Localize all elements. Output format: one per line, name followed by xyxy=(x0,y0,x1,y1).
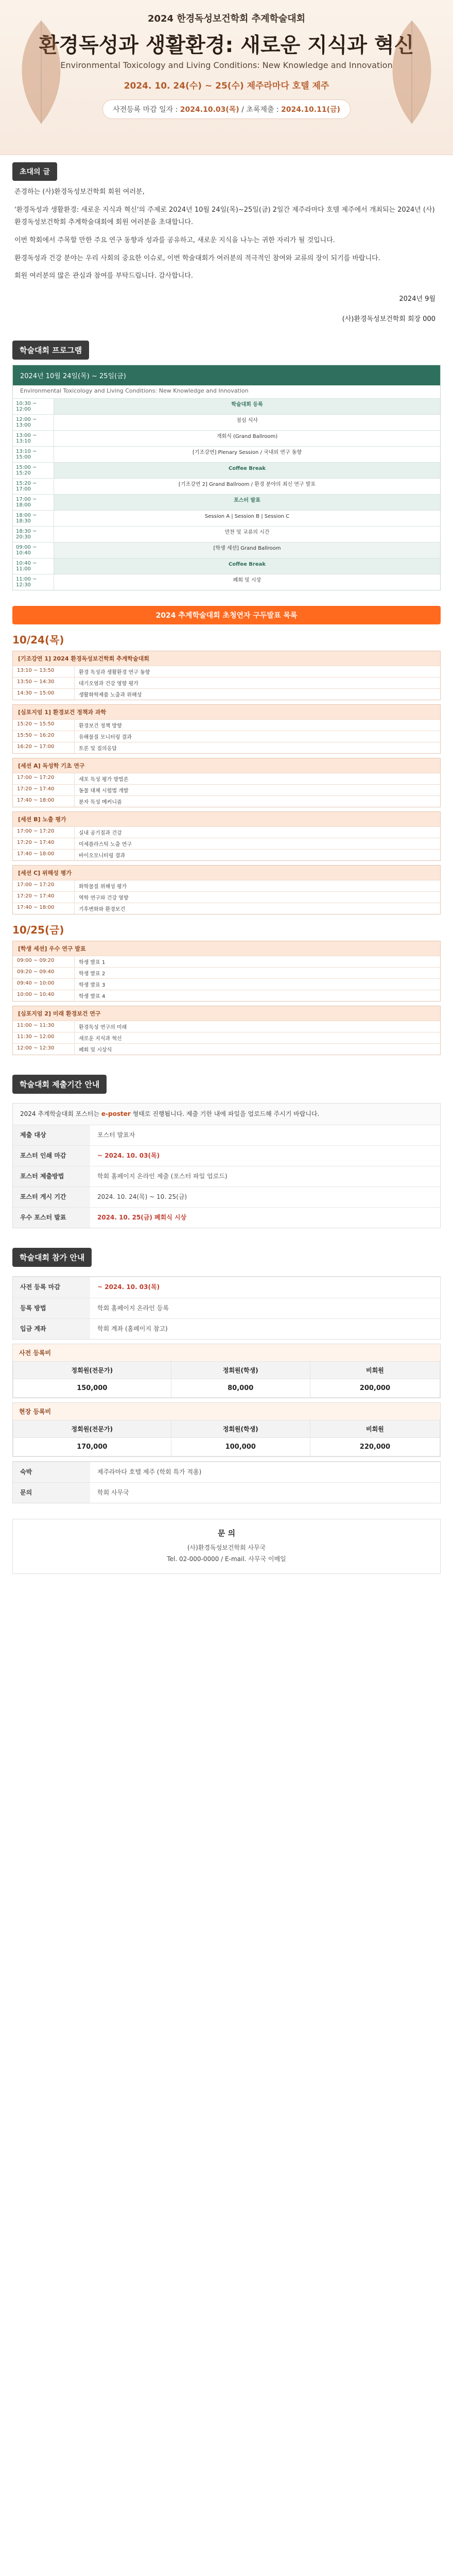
session-title: [세션 A] 독성학 기초 연구 xyxy=(13,758,440,773)
session-row xyxy=(13,956,440,967)
contact-line: (사)환경독성보건학회 사무국 xyxy=(187,1544,266,1552)
schedule-banner: 2024 추계학술대회 초청연자 구두발표 목록 xyxy=(12,606,441,624)
deadline-pill xyxy=(102,99,351,119)
info-key: 포스터 게시 기간 xyxy=(13,1187,90,1207)
day2-title: 10/25(금) xyxy=(12,924,64,937)
session-time: 17:20 ~ 17:40 xyxy=(13,785,75,795)
invitation-signature: (사)환경독성보건학회 회장 000 xyxy=(342,315,435,324)
program-time: 17:00 ~ 18:00 xyxy=(13,495,54,510)
poster-info xyxy=(12,1103,441,1228)
session-block xyxy=(12,811,441,861)
session-row xyxy=(13,849,440,860)
registration-info xyxy=(12,1276,441,1340)
info-value: ~ 2024. 10. 03(목) xyxy=(97,1151,160,1159)
program-row xyxy=(13,446,440,462)
poster-note xyxy=(13,1104,440,1124)
program-time: 15:20 ~ 17:00 xyxy=(13,479,54,494)
registration-extra xyxy=(12,1461,441,1503)
program-header: 2024년 10월 24일(목) ~ 25일(금) xyxy=(13,365,440,385)
deadline-value: 2024.10.03(목) xyxy=(180,106,239,114)
session-topic: 환경독성 연구의 미래 xyxy=(79,1025,127,1031)
info-value: ~ 2024. 10. 03(목) xyxy=(97,1283,160,1291)
program-time: 12:00 ~ 13:00 xyxy=(13,415,54,430)
program-content: Coffee Break xyxy=(54,463,440,478)
session-block xyxy=(12,941,441,1002)
invitation-paragraph: 회원 여러분의 많은 관심과 참여를 부탁드립니다. 감사합니다. xyxy=(14,272,194,280)
session-row xyxy=(13,1032,440,1043)
session-topic: 학생 발표 3 xyxy=(79,982,106,989)
info-row xyxy=(13,1207,440,1228)
info-value: 학회 사무국 xyxy=(97,1489,129,1497)
program-row xyxy=(13,526,440,542)
session-title: [기조강연 1] 2024 환경독성보건학회 추계학술대회 xyxy=(13,651,440,666)
session-row xyxy=(13,838,440,849)
session-row xyxy=(13,731,440,742)
session-topic: 동물 대체 시험법 개발 xyxy=(79,788,129,794)
fee-caption: 사전 등록비 xyxy=(13,1344,440,1361)
session-topic: 기후변화와 환경보건 xyxy=(79,907,126,913)
program-row xyxy=(13,398,440,414)
session-time: 17:40 ~ 18:00 xyxy=(13,850,75,860)
session-row xyxy=(13,688,440,700)
session-row xyxy=(13,719,440,731)
program-theme: Environmental Toxicology and Living Conditions: New Knowledge and Innovation xyxy=(13,385,440,398)
program-row xyxy=(13,510,440,526)
session-row xyxy=(13,784,440,795)
info-row xyxy=(13,1166,440,1187)
session-title: [심포지엄 2] 미래 환경보건 연구 xyxy=(13,1006,440,1021)
leaf-decoration-icon xyxy=(10,15,72,129)
info-key: 포스터 제출방법 xyxy=(13,1166,90,1187)
session-time: 17:20 ~ 17:40 xyxy=(13,838,75,849)
info-value: 학회 홈페이지 온라인 제출 (포스터 파일 업로드) xyxy=(97,1172,228,1180)
invitation-section xyxy=(0,155,453,323)
program-time: 18:00 ~ 18:30 xyxy=(13,511,54,526)
page-subtitle: Environmental Toxicology and Living Conditions: New Knowledge and Innovation xyxy=(60,60,393,70)
contact-title: 문 의 xyxy=(217,1529,236,1538)
session-row xyxy=(13,666,440,677)
session-time: 16:20 ~ 17:00 xyxy=(13,742,75,753)
program-row xyxy=(13,558,440,574)
fee-header: 비회원 xyxy=(310,1420,440,1438)
info-key: 문의 xyxy=(13,1483,90,1503)
program-content: 포스터 발표 xyxy=(54,495,440,510)
leaf-decoration-icon xyxy=(381,15,443,129)
session-row xyxy=(13,967,440,978)
session-time: 17:40 ~ 18:00 xyxy=(13,796,75,807)
session-time: 12:00 ~ 12:30 xyxy=(13,1044,75,1055)
session-time: 15:20 ~ 15:50 xyxy=(13,720,75,731)
fee-header: 정회원(전문가) xyxy=(13,1420,171,1438)
session-topic: 역학 연구와 건강 영향 xyxy=(79,895,129,902)
session-row xyxy=(13,826,440,838)
info-row xyxy=(13,1298,440,1318)
program-time: 10:30 ~ 12:00 xyxy=(13,399,54,414)
program-row xyxy=(13,462,440,478)
fee-header: 정회원(학생) xyxy=(171,1420,310,1438)
info-value: 2024. 10. 25(금) 폐회식 시상 xyxy=(97,1214,187,1222)
info-value: 학회 계좌 (홈페이지 참고) xyxy=(97,1325,168,1332)
event-date: 2024. 10. 24(수) ~ 25(수) 제주라마다 호텔 제주 xyxy=(124,81,329,91)
program-row xyxy=(13,574,440,590)
session-topic: 유해물질 모니터링 결과 xyxy=(79,735,132,741)
info-value: 제주라마다 호텔 제주 (학회 특가 적용) xyxy=(97,1468,202,1476)
info-row xyxy=(13,1318,440,1339)
program-content: [기조강연 2] Grand Ballroom / 환경 분야의 최신 연구 발표 xyxy=(178,482,316,488)
poster-section-title: 학술대회 제출기간 안내 xyxy=(12,1075,107,1094)
invitation-paragraph: 존경하는 (사)환경독성보건학회 회원 여러분, xyxy=(14,188,145,196)
session-row xyxy=(13,773,440,784)
session-row xyxy=(13,978,440,990)
session-time: 10:00 ~ 10:40 xyxy=(13,990,75,1001)
invitation-paragraph: 이번 학회에서 주목할 만한 주요 연구 동향과 성과를 공유하고, 새로운 지식을 나누는 귀한 자리가 될 것입니다. xyxy=(14,236,335,245)
program-content: 점심 식사 xyxy=(236,418,258,424)
registration-section-title: 학술대회 참가 안내 xyxy=(12,1248,92,1267)
session-time: 17:40 ~ 18:00 xyxy=(13,903,75,914)
info-row xyxy=(13,1482,440,1503)
info-value: 2024. 10. 24(목) ~ 10. 25(금) xyxy=(97,1193,187,1201)
session-block xyxy=(12,704,441,754)
poster-note-suffix: 형태로 진행됩니다. 제출 기한 내에 파일을 업로드해 주시기 바랍니다. xyxy=(130,1110,320,1118)
program-content: [기조강연] Plenary Session / 국내외 연구 동향 xyxy=(192,450,302,456)
info-value: 학회 홈페이지 온라인 등록 xyxy=(97,1304,169,1312)
session-time: 13:50 ~ 14:30 xyxy=(13,677,75,688)
session-row xyxy=(13,903,440,914)
session-topic: 환경보건 정책 방향 xyxy=(79,723,122,730)
session-time: 17:00 ~ 17:20 xyxy=(13,827,75,838)
session-time: 14:30 ~ 15:00 xyxy=(13,689,75,700)
fee-value: 100,000 xyxy=(171,1438,310,1456)
session-time: 09:20 ~ 09:40 xyxy=(13,968,75,978)
program-content: [학생 세션] Grand Ballroom xyxy=(54,543,440,558)
program-row xyxy=(13,494,440,510)
program-row xyxy=(13,430,440,446)
program-content: Coffee Break xyxy=(54,558,440,574)
session-topic: 바이오모니터링 결과 xyxy=(79,853,126,859)
session-block xyxy=(12,1006,441,1055)
contact-line: Tel. 02-000-0000 / E-mail. 사무국 이메일 xyxy=(167,1555,286,1563)
session-topic: 폐회 및 시상식 xyxy=(79,1047,112,1054)
program-content: 폐회 및 시상 xyxy=(233,578,262,584)
conference-name: 2024 한경독성보건학회 추계학술대회 xyxy=(147,13,306,24)
info-row xyxy=(13,1145,440,1166)
session-topic: 화학물질 위해성 평가 xyxy=(79,884,127,890)
invitation-title: 초대의 글 xyxy=(12,162,57,181)
fee-value: 220,000 xyxy=(310,1438,440,1456)
program-row xyxy=(13,478,440,494)
session-topic: 세포 독성 평가 방법론 xyxy=(79,777,129,783)
program-content: Session A | Session B | Session C xyxy=(204,514,290,520)
page-title: 환경독성과 생활환경: 새로운 지식과 혁신 xyxy=(39,33,414,57)
info-row xyxy=(13,1125,440,1145)
info-row xyxy=(13,1277,440,1297)
fee-table-pre xyxy=(12,1344,441,1398)
session-topic: 실내 공기질과 건강 xyxy=(79,831,122,837)
program-table xyxy=(12,365,441,590)
session-time: 17:20 ~ 17:40 xyxy=(13,892,75,903)
fee-caption: 현장 등록비 xyxy=(13,1403,440,1420)
session-topic: 분자 독성 메커니즘 xyxy=(79,800,122,806)
info-key: 숙박 xyxy=(13,1462,90,1482)
program-content: 학술대회 등록 xyxy=(54,399,440,414)
session-row xyxy=(13,677,440,688)
program-row xyxy=(13,542,440,558)
session-topic: 토론 및 질의응답 xyxy=(79,746,117,752)
program-time: 15:00 ~ 15:20 xyxy=(13,463,54,478)
session-topic: 학생 발표 1 xyxy=(79,960,106,966)
program-time: 11:00 ~ 12:30 xyxy=(13,574,54,590)
session-time: 13:10 ~ 13:50 xyxy=(13,666,75,677)
info-key: 우수 포스터 발표 xyxy=(13,1208,90,1228)
poster-note-em: e-poster xyxy=(101,1110,131,1118)
deadline-sep: / 초록제출 : xyxy=(239,106,282,114)
session-time: 11:30 ~ 12:00 xyxy=(13,1032,75,1043)
session-time: 17:00 ~ 17:20 xyxy=(13,880,75,891)
session-row xyxy=(13,742,440,753)
session-row xyxy=(13,990,440,1001)
session-topic: 새로운 지식과 혁신 xyxy=(79,1036,122,1042)
fee-value: 80,000 xyxy=(171,1379,310,1398)
session-topic: 미세플라스틱 노출 연구 xyxy=(79,842,132,848)
invitation-paragraph: 환경독성과 건강 분야는 우리 사회의 중요한 이슈로, 이번 학술대회가 여러분의 적극적인 참여와 교류의 장이 되기를 바랍니다. xyxy=(14,254,380,262)
invitation-paragraph: '환경독성과 생활환경: 새로운 지식과 혁신'의 주제로 2024년 10월 24일(목)~25일(금) 2일간 제주라마다 호텔 제주에서 개최되는 2024년 (사)환경독성보건학회 추계학술대회에 회원 여러분을 초대합니다. xyxy=(14,206,435,227)
session-row xyxy=(13,1043,440,1055)
session-time: 09:40 ~ 10:00 xyxy=(13,979,75,990)
session-time: 09:00 ~ 09:20 xyxy=(13,956,75,967)
program-time: 10:40 ~ 11:00 xyxy=(13,558,54,574)
session-row xyxy=(13,891,440,903)
session-title: [학생 세션] 우수 연구 발표 xyxy=(13,941,440,956)
info-key: 등록 방법 xyxy=(13,1298,90,1318)
session-row xyxy=(13,795,440,807)
session-row xyxy=(13,880,440,891)
session-time: 17:00 ~ 17:20 xyxy=(13,773,75,784)
invitation-date: 2024년 9월 xyxy=(399,295,435,303)
fee-header: 비회원 xyxy=(310,1362,440,1379)
program-content: 개회식 (Grand Ballroom) xyxy=(216,434,278,440)
session-topic: 대기오염과 건강 영향 평가 xyxy=(79,681,138,687)
poster-note-prefix: 2024 추계학술대회 포스터는 xyxy=(20,1110,101,1118)
abstract-value: 2024.10.11(금) xyxy=(281,106,340,114)
session-block xyxy=(12,758,441,807)
fee-value: 170,000 xyxy=(13,1438,171,1456)
info-value: 포스터 발표자 xyxy=(97,1131,135,1139)
program-row xyxy=(13,414,440,430)
hero-banner xyxy=(0,0,453,155)
contact-box xyxy=(12,1519,441,1573)
day1-title: 10/24(목) xyxy=(12,634,64,647)
info-key: 포스터 인쇄 마감 xyxy=(13,1146,90,1166)
info-key: 입금 계좌 xyxy=(13,1319,90,1339)
session-time: 15:50 ~ 16:20 xyxy=(13,731,75,742)
fee-table-onsite xyxy=(12,1402,441,1457)
info-key: 사전 등록 마감 xyxy=(13,1277,90,1297)
session-title: [세션 C] 위해성 평가 xyxy=(13,866,440,880)
session-block xyxy=(12,865,441,914)
deadline-prefix: 사전등록 마감 일자 : xyxy=(113,106,180,114)
info-row xyxy=(13,1462,440,1482)
session-block xyxy=(12,651,441,700)
session-topic: 생활화학제품 노출과 위해성 xyxy=(79,692,142,699)
session-title: [심포지엄 1] 환경보건 정책과 과학 xyxy=(13,705,440,719)
session-time: 11:00 ~ 11:30 xyxy=(13,1021,75,1032)
info-row xyxy=(13,1187,440,1207)
session-topic: 학생 발표 2 xyxy=(79,971,106,977)
program-time: 13:10 ~ 15:00 xyxy=(13,447,54,462)
fee-header: 정회원(전문가) xyxy=(13,1362,171,1379)
program-section-title: 학술대회 프로그램 xyxy=(12,341,89,360)
fee-value: 150,000 xyxy=(13,1379,171,1398)
program-time: 18:30 ~ 20:30 xyxy=(13,527,54,542)
info-key: 제출 대상 xyxy=(13,1125,90,1145)
program-content: 만찬 및 교류의 시간 xyxy=(224,530,270,536)
program-time: 09:00 ~ 10:40 xyxy=(13,543,54,558)
fee-header: 정회원(학생) xyxy=(171,1362,310,1379)
session-row xyxy=(13,1021,440,1032)
session-topic: 학생 발표 4 xyxy=(79,994,106,1000)
session-title: [세션 B] 노출 평가 xyxy=(13,812,440,826)
session-topic: 환경 독성과 생활환경 연구 동향 xyxy=(79,670,150,676)
program-time: 13:00 ~ 13:10 xyxy=(13,431,54,446)
fee-value: 200,000 xyxy=(310,1379,440,1398)
